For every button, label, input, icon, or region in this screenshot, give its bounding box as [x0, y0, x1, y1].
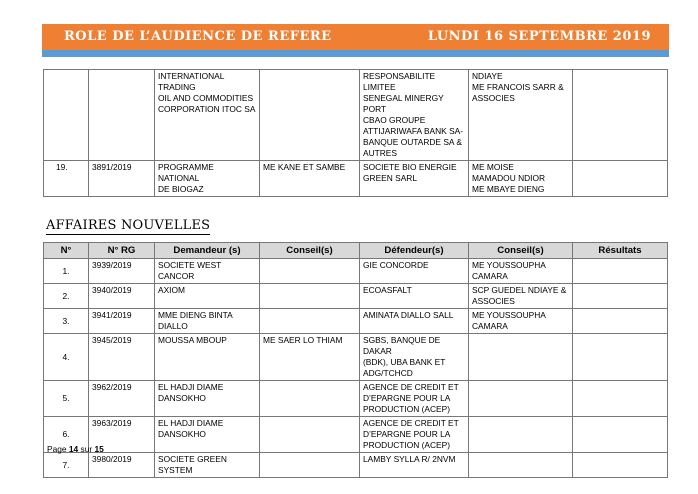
case-conseil-defendeur: [469, 417, 573, 453]
table-row: [44, 453, 668, 478]
case-conseil-demandeur: ME SAER LO THIAM: [260, 334, 360, 381]
footer-page-word: Page: [47, 444, 67, 454]
header-stripe: [42, 50, 669, 57]
new-cases-table: [43, 242, 668, 478]
case-number: 6.: [44, 417, 89, 453]
case-rg: 3963/2019: [89, 417, 155, 453]
header-resultats: Résultats: [573, 243, 668, 259]
case-demandeur: PROGRAMME NATIONAL DE BIOGAZ: [155, 161, 260, 197]
header-banner: [42, 24, 669, 50]
case-defendeur: SGBS, BANQUE DE DAKAR (BDK), UBA BANK ET ADG/TCHCD: [360, 334, 469, 381]
case-resultats: [573, 161, 668, 197]
case-conseil-defendeur: [469, 334, 573, 381]
case-demandeur: EL HADJI DIAME DANSOKHO: [155, 417, 260, 453]
table-row: [44, 381, 668, 417]
case-conseil-defendeur: ME YOUSSOUPHA CAMARA: [469, 309, 573, 334]
case-conseil-defendeur: SCP GUEDEL NDIAYE & ASSOCIES: [469, 284, 573, 309]
case-rg: 3980/2019: [89, 453, 155, 478]
header-title: ROLE DE L’AUDIENCE DE REFERE: [64, 29, 332, 44]
case-conseil-defendeur: [469, 381, 573, 417]
case-number: 19.: [44, 161, 89, 197]
case-demandeur: MOUSSA MBOUP: [155, 334, 260, 381]
case-number: 5.: [44, 381, 89, 417]
case-number: 2.: [44, 284, 89, 309]
case-defendeur: AGENCE DE CREDIT ET D’EPARGNE POUR LA PRODUCTION (ACEP): [360, 381, 469, 417]
case-defendeur: RESPONSABILITE LIMITEE SENEGAL MINERGY PORT CBAO GROUPE ATTIJARIWAFA BANK SA- BANQUE OUTARDE SA & AUTRES: [360, 70, 469, 161]
table-row: [44, 70, 668, 161]
table-header-row: [44, 243, 668, 259]
case-demandeur: EL HADJI DIAME DANSOKHO: [155, 381, 260, 417]
case-resultats: [573, 334, 668, 381]
header-conseil-defendeur: Conseil(s): [469, 243, 573, 259]
case-conseil-defendeur: NDIAYE ME FRANCOIS SARR & ASSOCIES: [469, 70, 573, 161]
header-conseil-demandeur: Conseil(s): [260, 243, 360, 259]
case-conseil-demandeur: [260, 284, 360, 309]
header-defendeur: Défendeur(s): [360, 243, 469, 259]
header-num: N°: [44, 243, 89, 259]
case-resultats: [573, 381, 668, 417]
case-rg: 3891/2019: [89, 161, 155, 197]
case-rg: 3941/2019: [89, 309, 155, 334]
case-resultats: [573, 417, 668, 453]
case-defendeur: AMINATA DIALLO SALL: [360, 309, 469, 334]
case-conseil-demandeur: [260, 417, 360, 453]
table-row: [44, 309, 668, 334]
case-conseil-demandeur: [260, 309, 360, 334]
case-demandeur: INTERNATIONAL TRADING OIL AND COMMODITIES CORPORATION ITOC SA: [155, 70, 260, 161]
case-rg: 3939/2019: [89, 259, 155, 284]
table-row: [44, 334, 668, 381]
case-resultats: [573, 259, 668, 284]
table-row: [44, 259, 668, 284]
header-rg: N° RG: [89, 243, 155, 259]
header-date: LUNDI 16 SEPTEMBRE 2019: [427, 29, 651, 44]
case-rg: 3962/2019: [89, 381, 155, 417]
case-resultats: [573, 70, 668, 161]
case-rg: [89, 70, 155, 161]
case-conseil-demandeur: [260, 381, 360, 417]
case-defendeur: LAMBY SYLLA R/ 2NVM: [360, 453, 469, 478]
case-conseil-defendeur: [469, 453, 573, 478]
case-number: 4.: [44, 334, 89, 381]
case-conseil-demandeur: [260, 70, 360, 161]
table-row: [44, 417, 668, 453]
case-resultats: [573, 309, 668, 334]
case-rg: 3945/2019: [89, 334, 155, 381]
page-footer: [47, 444, 104, 454]
case-number: 1.: [44, 259, 89, 284]
case-rg: 3940/2019: [89, 284, 155, 309]
case-defendeur: SOCIETE BIO ENERGIE GREEN SARL: [360, 161, 469, 197]
case-conseil-demandeur: ME KANE ET SAMBE: [260, 161, 360, 197]
case-demandeur: SOCIETE GREEN SYSTEM: [155, 453, 260, 478]
case-defendeur: AGENCE DE CREDIT ET D’EPARGNE POUR LA PRODUCTION (ACEP): [360, 417, 469, 453]
header-demandeur: Demandeur (s): [155, 243, 260, 259]
case-demandeur: SOCIETE WEST CANCOR: [155, 259, 260, 284]
case-demandeur: AXIOM: [155, 284, 260, 309]
case-number: 3.: [44, 309, 89, 334]
case-conseil-defendeur: ME MOISE MAMADOU NDIOR ME MBAYE DIENG: [469, 161, 573, 197]
case-resultats: [573, 453, 668, 478]
table-row: [44, 161, 668, 197]
footer-of-word: sur: [80, 444, 93, 454]
case-defendeur: GIE CONCORDE: [360, 259, 469, 284]
case-number: 7.: [44, 453, 89, 478]
footer-page-total: 15: [94, 444, 104, 454]
case-number: [44, 70, 89, 161]
case-resultats: [573, 284, 668, 309]
case-conseil-demandeur: [260, 453, 360, 478]
case-defendeur: ECOASFALT: [360, 284, 469, 309]
case-conseil-defendeur: ME YOUSSOUPHA CAMARA: [469, 259, 573, 284]
case-conseil-demandeur: [260, 259, 360, 284]
footer-page-number: 14: [68, 444, 79, 454]
case-demandeur: MME DIENG BINTA DIALLO: [155, 309, 260, 334]
section-title: AFFAIRES NOUVELLES: [46, 218, 211, 233]
table-row: [44, 284, 668, 309]
continued-cases-table: [43, 69, 668, 197]
